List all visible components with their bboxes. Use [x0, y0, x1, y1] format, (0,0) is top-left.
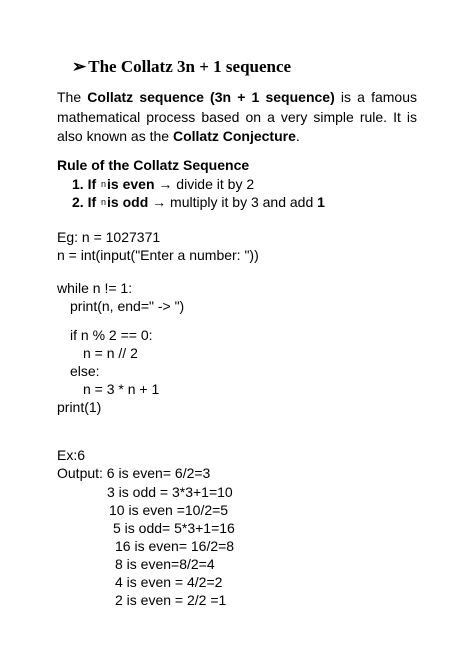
code-example-line: Eg: n = 1027371 — [57, 229, 161, 245]
intro-paragraph — [57, 88, 417, 147]
code-multiply-line: n = 3 * n + 1 — [83, 381, 160, 397]
rule-condition: is odd — [107, 194, 149, 210]
output-line: 3 is odd = 3*3+1=10 — [107, 484, 233, 500]
right-arrow-icon: → — [148, 194, 171, 210]
rule-item-even — [72, 176, 254, 192]
output-line: 10 is even =10/2=5 — [109, 502, 229, 518]
output-line: Output: 6 is even= 6/2=3 — [57, 465, 211, 481]
right-arrow-icon: → — [154, 176, 177, 192]
output-line: 8 is even=8/2=4 — [115, 556, 215, 572]
heading-text: The Collatz 3n + 1 sequence — [88, 57, 292, 76]
rule-action: multiply it by 3 and add — [170, 194, 318, 210]
code-print-line: print(n, end=" -> ") — [70, 298, 185, 314]
intro-text: . — [295, 128, 300, 144]
rule-action-number: 1 — [317, 194, 325, 210]
rule-item-odd — [72, 194, 325, 210]
output-line: 16 is even= 16/2=8 — [115, 538, 235, 554]
rule-number: 2. If — [72, 194, 101, 210]
section-heading — [72, 57, 291, 77]
rule-condition: is even — [107, 176, 155, 192]
output-line: 4 is even = 4/2=2 — [115, 574, 223, 590]
rule-number: 1. If — [72, 176, 101, 192]
output-line: 2 is even = 2/2 =1 — [115, 592, 227, 608]
code-if-line: if n % 2 == 0: — [70, 327, 153, 343]
rule-action: divide it by 2 — [176, 176, 255, 192]
code-final-print-line: print(1) — [57, 399, 102, 415]
code-else-line: else: — [70, 363, 100, 379]
intro-text: The — [57, 89, 88, 105]
code-divide-line: n = n // 2 — [83, 345, 138, 361]
intro-bold-term: Collatz sequence (3n + 1 sequence) — [87, 89, 335, 105]
arrow-bullet-icon: ➢ — [72, 57, 87, 76]
rule-variable: n — [101, 197, 107, 207]
output-line: 5 is odd= 5*3+1=16 — [113, 520, 235, 536]
rules-title: Rule of the Collatz Sequence — [57, 157, 250, 173]
rule-variable: n — [101, 179, 107, 189]
example-label: Ex:6 — [57, 447, 86, 463]
intro-text: is a famous mathematical process based on a very simple rule. It is also known as the — [57, 89, 417, 144]
code-input-line: n = int(input("Enter a number: ")) — [57, 247, 259, 263]
intro-bold-conjecture: Collatz Conjecture — [172, 128, 296, 144]
code-while-line: while n != 1: — [57, 280, 133, 296]
